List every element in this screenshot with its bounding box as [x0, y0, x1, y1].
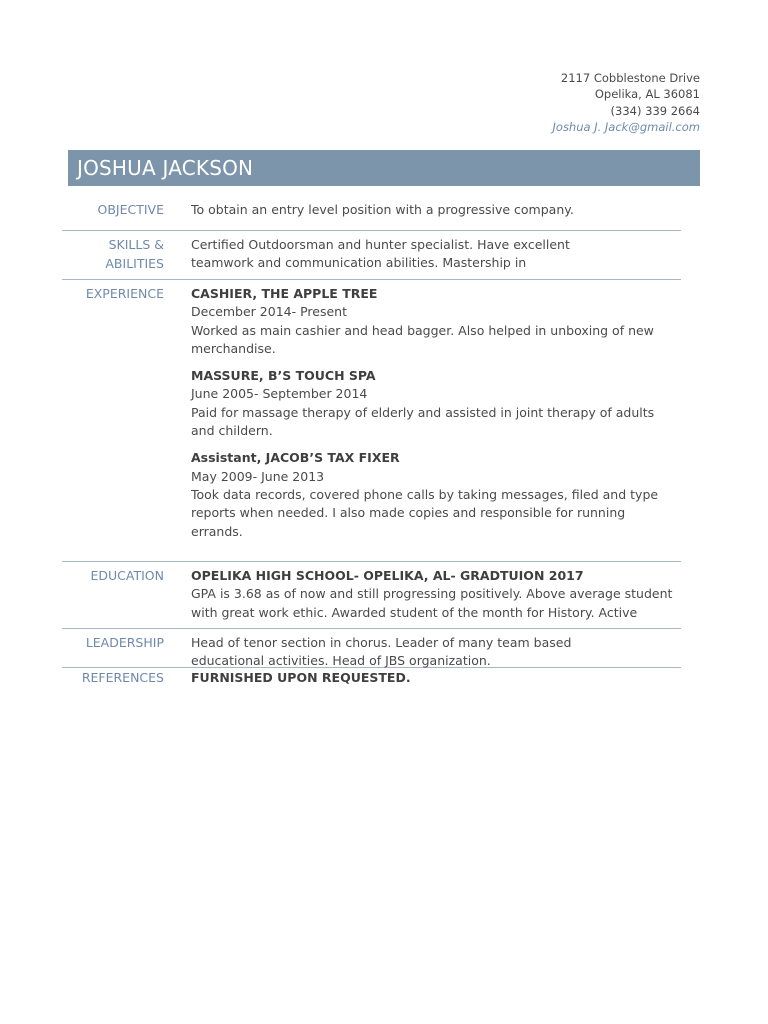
job-description-line: errands.	[191, 523, 243, 539]
job-entry	[191, 285, 681, 358]
name-banner	[68, 150, 700, 186]
objective-section	[62, 196, 681, 231]
resume-name: JOSHUA JACKSON	[77, 156, 254, 180]
experience-content	[191, 280, 681, 561]
job-dates: December 2014- Present	[191, 304, 347, 320]
resume-sections	[62, 196, 681, 698]
leadership-section	[62, 629, 681, 668]
skills-content	[191, 231, 681, 279]
leadership-label: LEADERSHIP	[85, 635, 164, 650]
references-content	[191, 668, 681, 698]
references-label: REFERENCES	[81, 670, 164, 685]
job-description-line: merchandise.	[191, 340, 276, 356]
references-section	[62, 668, 681, 698]
job-title: Assistant, JACOB’S TAX FIXER	[191, 450, 400, 466]
education-title: OPELIKA HIGH SCHOOL- OPELIKA, AL- GRADTUION 2017	[191, 568, 584, 583]
leadership-line: Head of tenor section in chorus. Leader of many team based	[191, 635, 572, 650]
skills-label-line1: SKILLS &	[108, 237, 164, 252]
job-description-line: Took data records, covered phone calls by taking messages, filed and type	[191, 486, 659, 502]
job-dates: May 2009- June 2013	[191, 468, 325, 484]
skills-label-line2: ABILITIES	[105, 255, 164, 271]
skills-section	[62, 231, 681, 280]
job-description-line: and childern.	[191, 423, 273, 439]
references-text: FURNISHED UPON REQUESTED.	[191, 670, 411, 685]
education-line: GPA is 3.68 as of now and still progressing positively. Above average student	[191, 586, 673, 602]
job-entry	[191, 367, 681, 440]
experience-section	[62, 280, 681, 562]
objective-label: OBJECTIVE	[97, 202, 164, 217]
job-title: MASSURE, B’S TOUCH SPA	[191, 368, 376, 384]
skills-line1: Certified Outdoorsman and hunter specialist. Have excellent	[191, 237, 570, 252]
education-content	[191, 562, 681, 628]
job-title: CASHIER, THE APPLE TREE	[191, 286, 378, 301]
job-description-line: reports when needed. I also made copies and responsible for running	[191, 505, 626, 521]
contact-street: 2117 Cobblestone Drive	[560, 71, 700, 85]
skills-label	[62, 231, 164, 279]
leadership-line: educational activities. Head of JBS organization.	[191, 653, 491, 669]
job-description-line: Worked as main cashier and head bagger. Also helped in unboxing of new	[191, 322, 654, 338]
skills-line2: teamwork and communication abilities. Mastership in	[191, 255, 527, 271]
job-entry	[191, 449, 681, 540]
contact-block	[553, 70, 700, 135]
contact-phone: (334) 339 2664	[610, 103, 700, 118]
education-section	[62, 562, 681, 629]
objective-text: To obtain an entry level position with a progressive company.	[191, 202, 574, 217]
education-line: with great work ethic. Awarded student of the month for History. Active	[191, 604, 638, 620]
contact-email[interactable]: Joshua J. Jack@gmail.com	[552, 119, 700, 134]
experience-label: EXPERIENCE	[85, 286, 164, 301]
objective-content	[191, 196, 681, 230]
contact-city: Opelika, AL 36081	[594, 87, 700, 102]
job-description-line: Paid for massage therapy of elderly and assisted in joint therapy of adults	[191, 404, 655, 420]
job-dates: June 2005- September 2014	[191, 386, 368, 402]
education-label: EDUCATION	[90, 568, 164, 583]
leadership-content	[191, 629, 681, 667]
